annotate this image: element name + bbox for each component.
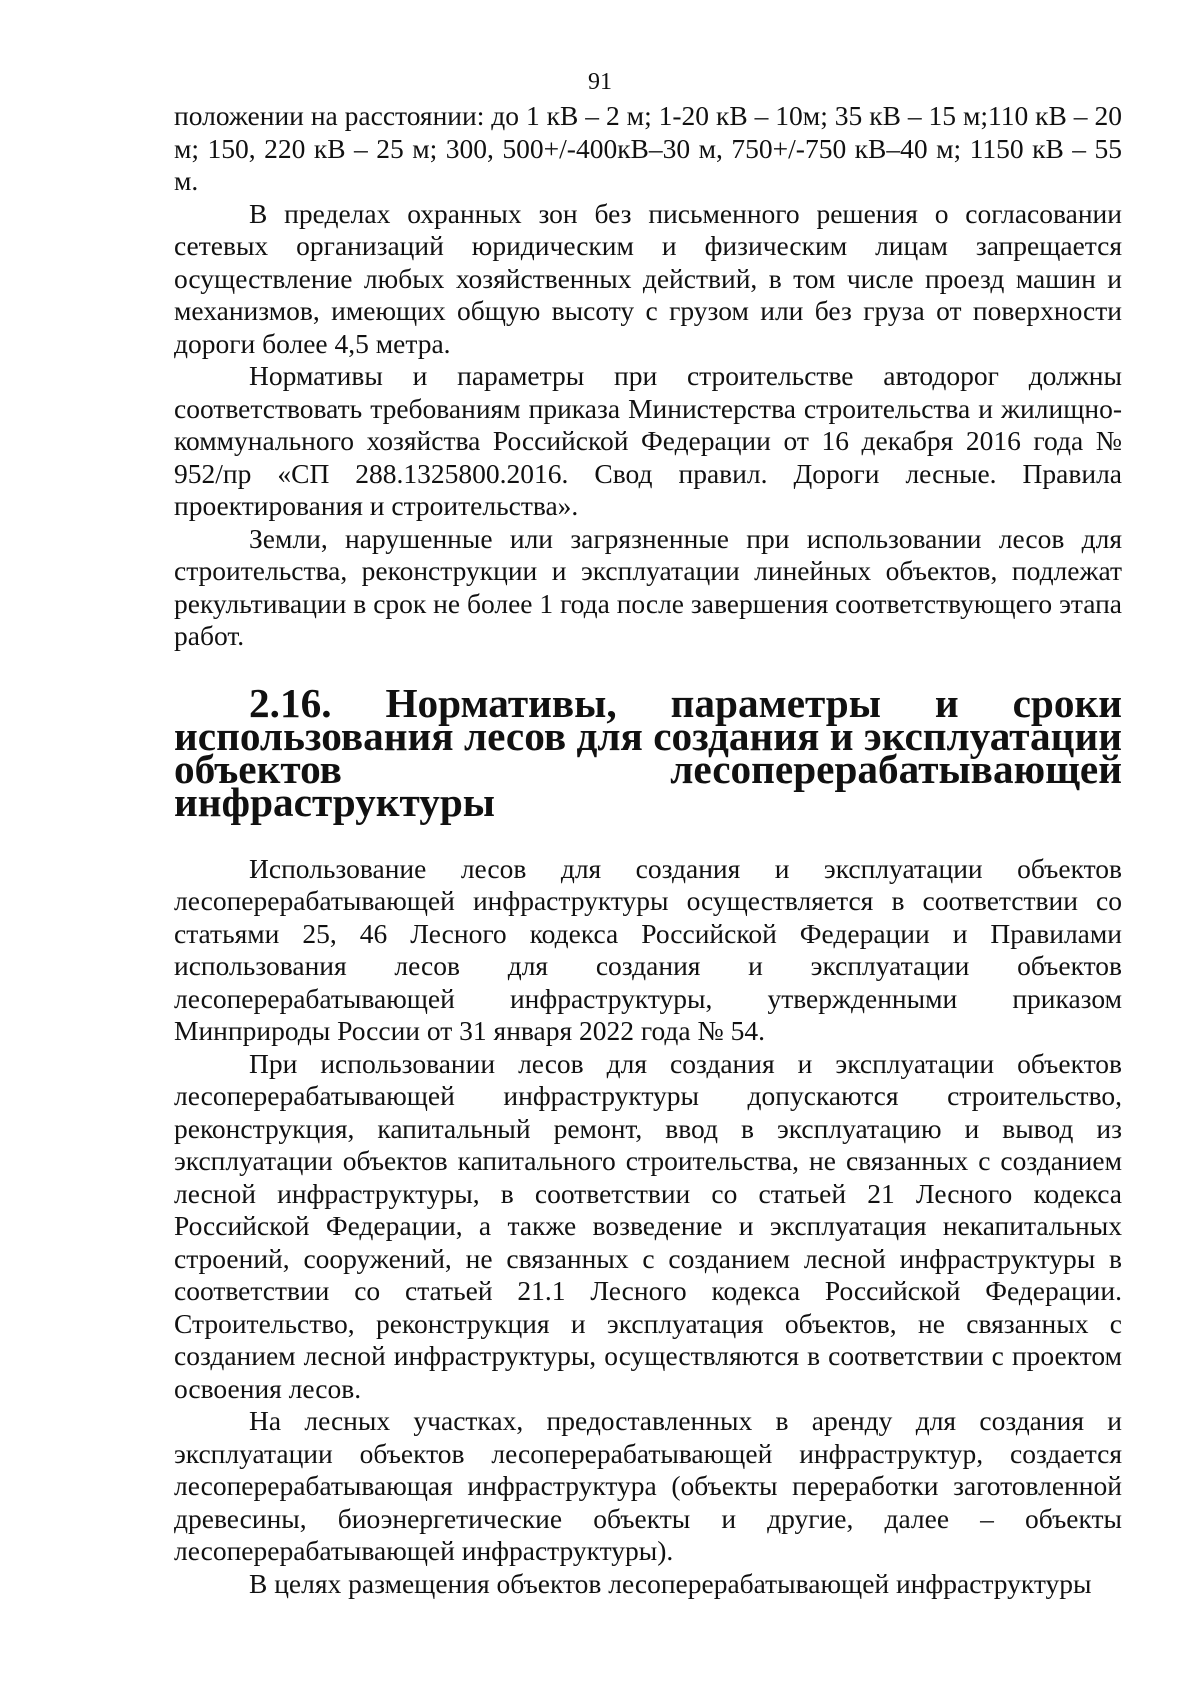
paragraph-continuation: положении на расстоянии: до 1 кВ – 2 м; 1-20 кВ – 10м; 35 кВ – 15 м;110 кВ – 20 м; 150, 220 кВ – 25 м; 300, 500+/-400кВ–30 м, 750+/-750 кВ–40 м; 1150 кВ – 55 м.	[174, 100, 1122, 196]
paragraph-road-standards: Нормативы и параметры при строительстве автодорог должны соответствовать требованиям приказа Министерства строительства и жилищно-коммунального хозяйства Российской Федерации от 16 декабря 2016 года № 952/пр «СП 288.1325800.2016. Свод правил. Дороги лесные. Правила проектирования и строительства».	[174, 360, 1122, 521]
paragraph-land-recultivation: Земли, нарушенные или загрязненные при использовании лесов для строительства, реконструкции и эксплуатации линейных объектов, подлежат рекультивации в срок не более 1 года после завершения соответствующего этапа работ.	[174, 522, 1122, 651]
page-number: 91	[588, 69, 612, 95]
paragraph-forest-use: Использование лесов для создания и эксплуатации объектов лесоперерабатывающей инфраструктуры осуществляется в соответствии со статьями 25, 46 Лесного кодекса Российской Федерации и Правилами использования лесов для создания и эксплуатации объектов лесоперерабатывающей инфраструктуры, утвержденными приказом Минприроды России от 31 января 2022 года № 54.	[174, 852, 1122, 1046]
paragraph-placement-purpose: В целях размещения объектов лесоперерабатывающей инфраструктуры	[249, 1567, 1092, 1599]
paragraph-permitted-construction: При использовании лесов для создания и эксплуатации объектов лесоперерабатывающей инфраструктуры допускаются строительство, реконструкция, капитальный ремонт, ввод в эксплуатацию и вывод из эксплуатации объектов капитального строительства, не связанных с созданием лесной инфраструктуры, в соответствии со статьей 21 Лесного кодекса Российской Федерации, а также возведение и эксплуатация некапитальных строений, сооружений, не связанных с созданием лесной инфраструктуры в соответствии со статьей 21.1 Лесного кодекса Российской Федерации. Строительство, реконструкция и эксплуатация объектов, не связанных с созданием лесной инфраструктуры, осуществляются в соответствии с проектом освоения лесов.	[174, 1047, 1122, 1404]
paragraph-protected-zones: В пределах охранных зон без письменного решения о согласовании сетевых организаций юридическим и физическим лицам запрещается осуществление любых хозяйственных действий, в том числе проезд машин и механизмов, имеющих общую высоту с грузом или без груза от поверхности дороги более 4,5 метра.	[174, 197, 1122, 359]
document-body	[174, 100, 1122, 1600]
paragraph-leased-plots: На лесных участках, предоставленных в аренду для создания и эксплуатации объектов лесоперерабатывающей инфраструктур, создается лесоперерабатывающая инфраструктура (объекты переработки заготовленной древесины, биоэнергетические объекты и другие, далее – объекты лесоперерабатывающей инфраструктуры).	[174, 1405, 1122, 1566]
section-heading: 2.16. Нормативы, параметры и сроки использования лесов для создания и эксплуатации объектов лесоперерабатывающей инфраструктуры	[174, 679, 1122, 825]
